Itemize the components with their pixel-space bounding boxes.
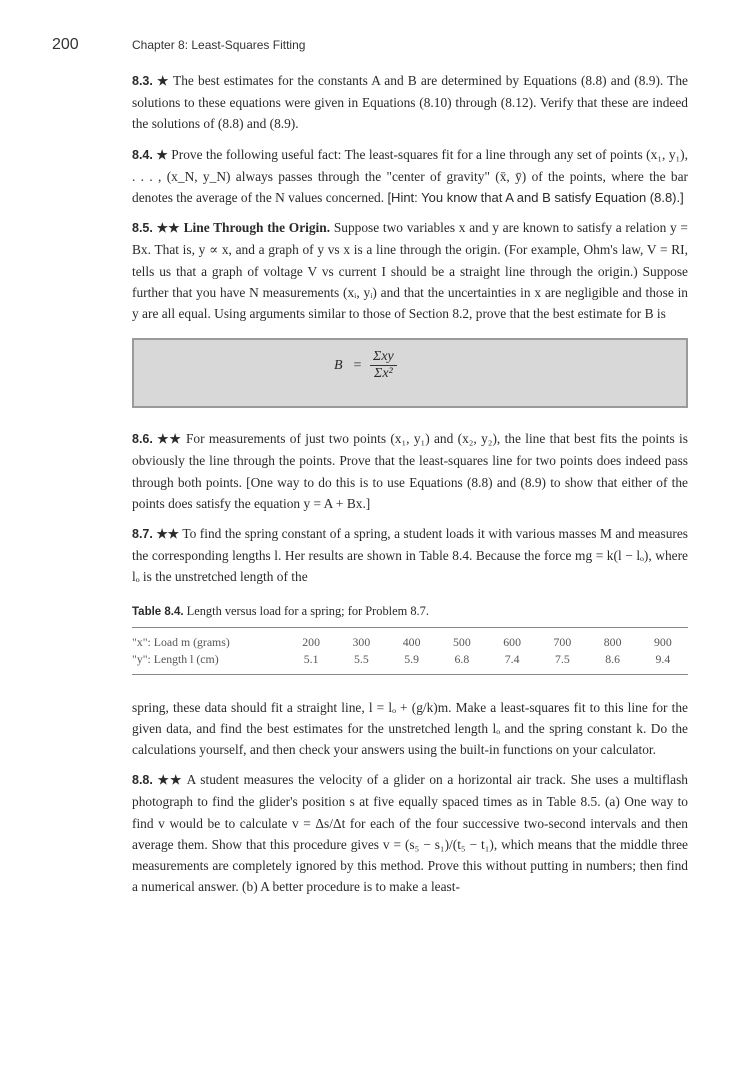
row-label: "y": Length l (cm) xyxy=(132,651,286,675)
problem-text: To find the spring constant of a spring, a student loads it with various masses M and measures the corresponding lengths l. Her results are shown in Table 8.4. Because the force mg = k(l − lₒ), where lₒ is the unstretched length of the xyxy=(132,526,688,585)
table-cell: 400 xyxy=(387,627,437,651)
equation-numerator: Σxy xyxy=(370,349,397,366)
table-cell: 9.4 xyxy=(638,651,688,675)
equation-b xyxy=(334,349,397,382)
table-caption-text: Length versus load for a spring; for Problem 8.7. xyxy=(186,603,429,618)
equation-denominator: Σx² xyxy=(374,366,393,382)
data-table xyxy=(132,627,688,675)
problem-title: Line Through the Origin. xyxy=(183,220,331,236)
table-cell: 5.1 xyxy=(286,651,336,675)
table-cell: 6.8 xyxy=(437,651,487,675)
table-cell: 7.5 xyxy=(537,651,587,675)
equation-box xyxy=(132,338,688,408)
page-body xyxy=(132,70,688,906)
problem-number: 8.4. ★ xyxy=(132,147,168,162)
problem-text: For measurements of just two points (x₁, y₁) and (x₂, y₂), the line that best fits the points is obviously the line through the points. Prove that the least-squares line for two points does indeed pass through both points. [One way to do this is to use Equations (8.8) and (8.9) to show that either of the points does satisfy the equation y = A + Bx.] xyxy=(132,431,688,511)
problem-hint: [Hint: You know that A and B satisfy Equation (8.8).] xyxy=(387,190,684,206)
problem-number: 8.8. ★★ xyxy=(132,773,183,788)
chapter-title: Chapter 8: Least-Squares Fitting xyxy=(132,38,306,52)
problem-number: 8.6. ★★ xyxy=(132,432,182,447)
page-number: 200 xyxy=(52,36,79,53)
table-cell: 7.4 xyxy=(487,651,537,675)
problem-number: 8.7. ★★ xyxy=(132,527,180,542)
problem-8-6 xyxy=(132,428,688,514)
equation-equals: = xyxy=(352,357,363,373)
table-cell: 800 xyxy=(588,627,638,651)
table-8-4 xyxy=(132,604,688,675)
problem-text: Suppose two variables x and y are known to satisfy a relation y = Bx. That is, y ∝ x, and a graph of y vs x is a line through the origin. (For example, Ohm's law, V = RI, tells us that a graph of voltage V vs current I should be a straight line through the origin.) Suppose further that you have N measurements (xᵢ, yᵢ) and that the uncertainties in x are negligible and those in y are all equal. Using arguments similar to those of Section 8.2, prove that the best estimate for B is xyxy=(132,220,688,322)
table-cell: 600 xyxy=(487,627,537,651)
table-cell: 500 xyxy=(437,627,487,651)
table-row xyxy=(132,627,688,651)
page-header xyxy=(52,36,689,56)
equation-fraction xyxy=(370,349,397,382)
table-label: Table 8.4. xyxy=(132,605,184,618)
problem-text: The best estimates for the constants A and B are determined by Equations (8.8) and (8.9). The solutions to these equations were given in Equations (8.10) through (8.12). Verify that these are indeed the solutions of (8.8) and (8.9). xyxy=(132,73,688,132)
problem-8-3 xyxy=(132,70,688,135)
problem-8-4 xyxy=(132,144,688,209)
problem-number: 8.5. ★★ xyxy=(132,221,180,236)
table-cell: 300 xyxy=(336,627,386,651)
table-cell: 5.5 xyxy=(336,651,386,675)
problem-8-7 xyxy=(132,523,688,588)
problem-8-7-continued xyxy=(132,697,688,761)
problem-text: A student measures the velocity of a glider on a horizontal air track. She uses a multiflash photograph to find the glider's position s at five equally spaced times as in Table 8.5. (a) One way to find v would be to calculate v = Δs/Δt for each of the four successive two-second intervals and then average them. Show that this procedure gives v = (s₅ − s₁)/(t₅ − t₁), which means that the middle three measurements are completely ignored by this method. Prove this without putting in numbers; then find a numerical answer. (b) A better procedure is to make a least- xyxy=(132,772,688,895)
equation-lhs: B xyxy=(334,357,343,373)
problem-text: Prove the following useful fact: The least-squares fit for a line through any set of points (x₁, y₁), . . . , (x_N, y_N) always passes through the "center of gravity" (x̄, ȳ) of the points, where the bar denotes the average of the N values concerned. xyxy=(132,146,688,206)
table-cell: 8.6 xyxy=(588,651,638,675)
problem-8-5 xyxy=(132,217,688,324)
problem-8-8 xyxy=(132,769,688,897)
table-row xyxy=(132,651,688,675)
row-label: "x": Load m (grams) xyxy=(132,627,286,651)
table-cell: 900 xyxy=(638,627,688,651)
table-caption xyxy=(132,604,688,619)
problem-text: spring, these data should fit a straight line, l = lₒ + (g/k)m. Make a least-squares fit to this line for the given data, and find the best estimates for the unstretched length lₒ and the spring constant k. Do the calculations yourself, and then check your answers using the built-in functions on your calculator. xyxy=(132,699,688,758)
table-cell: 5.9 xyxy=(387,651,437,675)
table-cell: 200 xyxy=(286,627,336,651)
table-cell: 700 xyxy=(537,627,587,651)
problem-number: 8.3. ★ xyxy=(132,74,170,88)
